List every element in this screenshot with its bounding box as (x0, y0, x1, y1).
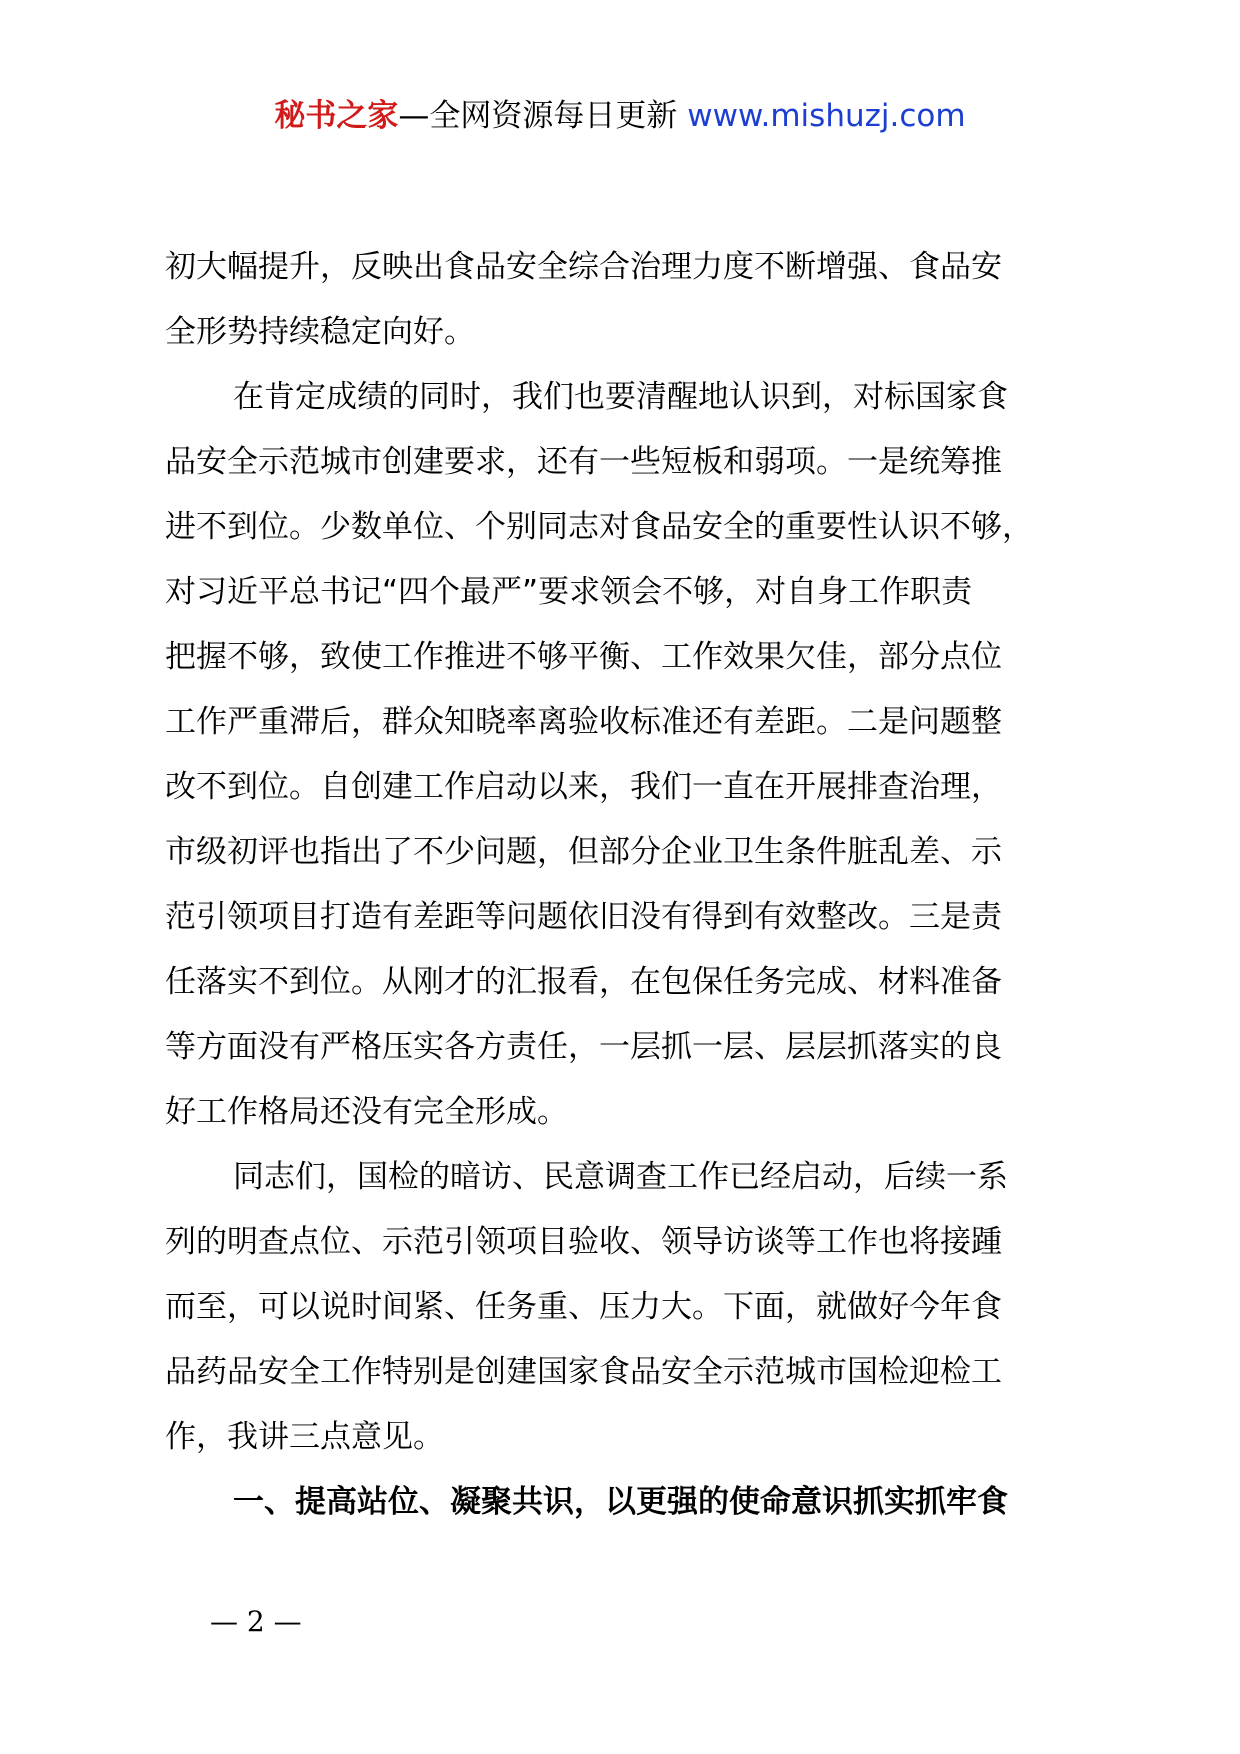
document-header (0, 96, 1240, 136)
paragraph-start-line: 同志们，国检的暗访、民意调查工作已经启动，后续一系 (233, 1159, 1008, 1195)
text-line: 列的明查点位、示范引领项目验收、领导访谈等工作也将接踵 (165, 1224, 1002, 1260)
document-body (165, 235, 1095, 1535)
text-line: 市级初评也指出了不少问题，但部分企业卫生条件脏乱差、示 (165, 834, 1002, 870)
text-line: 对习近平总书记“四个最严”要求领会不够，对自身工作职责 (165, 574, 973, 610)
site-url-link[interactable]: www.mishuzj.com (687, 98, 966, 134)
page-number: — 2 — (210, 1605, 302, 1638)
text-line: 品安全示范城市创建要求，还有一些短板和弱项。一是统筹推 (165, 444, 1002, 480)
section-heading: 一、提高站位、凝聚共识，以更强的使命意识抓实抓牢食 (233, 1484, 1008, 1520)
text-line: 好工作格局还没有完全形成。 (165, 1094, 568, 1130)
header-tagline: —全网资源每日更新 (398, 98, 678, 134)
text-line: 改不到位。自创建工作启动以来，我们一直在开展排查治理， (165, 769, 1002, 805)
text-line: 全形势持续稳定向好。 (165, 314, 475, 350)
text-line: 作，我讲三点意见。 (165, 1419, 444, 1455)
text-line: 等方面没有严格压实各方责任，一层抓一层、层层抓落实的良 (165, 1029, 1002, 1065)
brand-name: 秘书之家 (274, 98, 399, 134)
text-line: 把握不够，致使工作推进不够平衡、工作效果欠佳，部分点位 (165, 639, 1002, 675)
paragraph-start-line: 在肯定成绩的同时，我们也要清醒地认识到，对标国家食 (233, 379, 1008, 415)
text-line: 初大幅提升，反映出食品安全综合治理力度不断增强、食品安 (165, 249, 1002, 285)
text-line: 品药品安全工作特别是创建国家食品安全示范城市国检迎检工 (165, 1354, 1002, 1390)
text-line: 而至，可以说时间紧、任务重、压力大。下面，就做好今年食 (165, 1289, 1002, 1325)
text-line: 进不到位。少数单位、个别同志对食品安全的重要性认识不够， (165, 509, 1033, 545)
text-line: 范引领项目打造有差距等问题依旧没有得到有效整改。三是责 (165, 899, 1002, 935)
text-line: 工作严重滞后，群众知晓率离验收标准还有差距。二是问题整 (165, 704, 1002, 740)
text-line: 任落实不到位。从刚才的汇报看，在包保任务完成、材料准备 (165, 964, 1002, 1000)
